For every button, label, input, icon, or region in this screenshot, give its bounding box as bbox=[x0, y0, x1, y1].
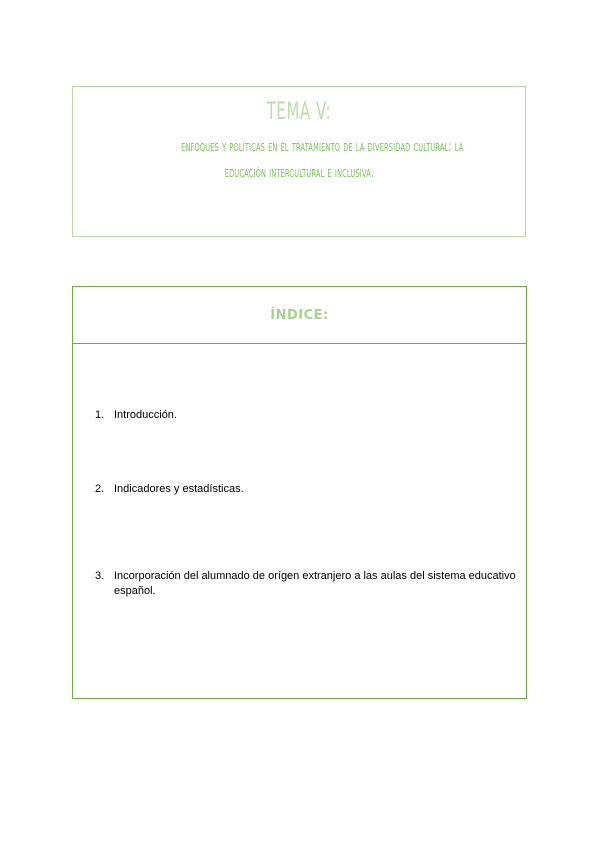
index-item-introduccion bbox=[95, 408, 520, 423]
index-item-indicadores bbox=[95, 482, 520, 497]
document-subtitle bbox=[87, 133, 511, 185]
index-item-number: 2. bbox=[95, 483, 105, 495]
index-item-text: Indicadores y estadísticas. bbox=[114, 483, 244, 495]
index-item-text: Introducción. bbox=[114, 409, 177, 421]
document-subtitle-line-1: enfoques y políticas en el tratamiento de la diversidad cultural: la bbox=[181, 137, 464, 155]
document-title: TEMA V: bbox=[266, 97, 332, 125]
index-header: ÍNDICE: bbox=[73, 287, 526, 344]
title-box bbox=[72, 86, 526, 237]
index-item-text: Incorporación del alumnado de orígen extranjero a las aulas del sistema educativo español. bbox=[114, 570, 516, 597]
index-item-incorporacion bbox=[95, 569, 520, 599]
index-item-number: 1. bbox=[95, 409, 105, 421]
document-subtitle-line-2: educación intercultural e inclusiva. bbox=[224, 163, 374, 181]
index-item-number: 3. bbox=[95, 570, 105, 582]
index-box bbox=[72, 286, 527, 699]
